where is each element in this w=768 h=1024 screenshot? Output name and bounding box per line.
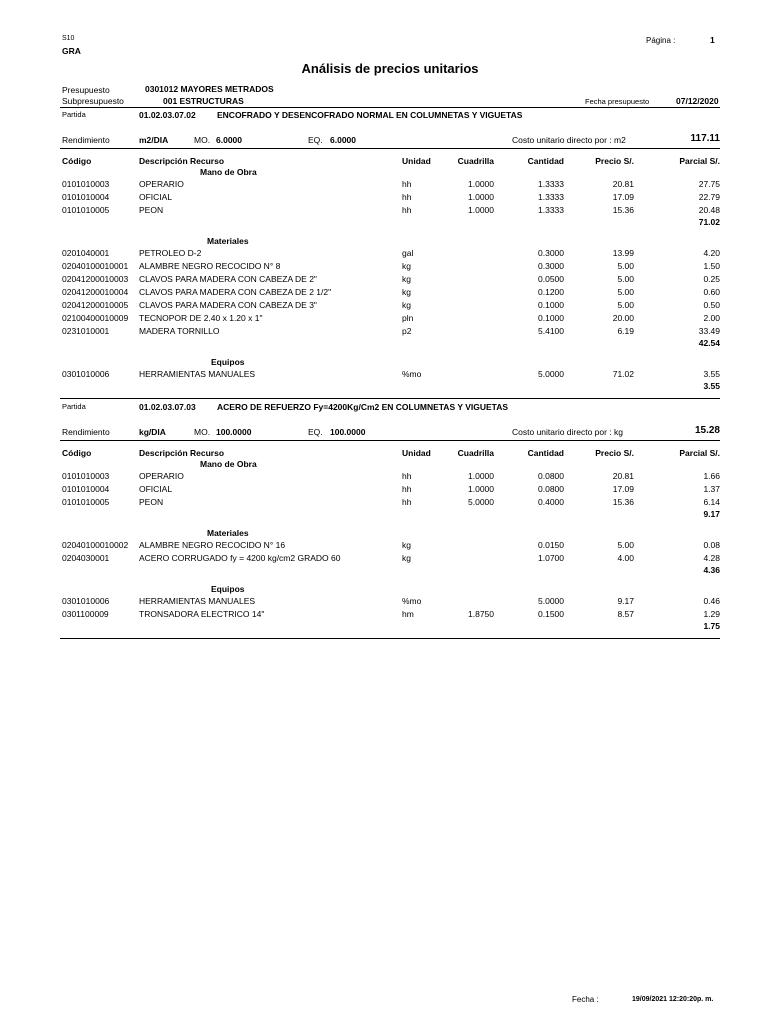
resource-cantidad: 0.1200 (538, 287, 564, 297)
presupuesto-value: 0301012 MAYORES METRADOS (145, 84, 274, 94)
resource-codigo: 0301010006 (62, 369, 110, 379)
subpresupuesto-label: Subpresupuesto (62, 96, 124, 106)
column-header-cuadrilla: Cuadrilla (457, 156, 494, 166)
resource-parcial: 0.60 (703, 287, 720, 297)
resource-unidad: hh (402, 205, 412, 215)
resource-description: ACERO CORRUGADO fy = 4200 kg/cm2 GRADO 60 (139, 553, 341, 563)
resource-unidad: hh (402, 471, 412, 481)
resource-parcial: 0.08 (703, 540, 720, 550)
column-header-unidad: Unidad (402, 156, 431, 166)
resource-cantidad: 5.0000 (538, 596, 564, 606)
eq-value: 100.0000 (330, 427, 366, 437)
resource-codigo: 0101010004 (62, 192, 110, 202)
resource-cantidad: 1.0700 (538, 553, 564, 563)
resource-parcial: 3.55 (703, 369, 720, 379)
resource-description: OPERARIO (139, 471, 184, 481)
resource-parcial: 0.25 (703, 274, 720, 284)
resource-parcial: 20.48 (698, 205, 720, 215)
resource-cuadrilla: 1.0000 (468, 471, 494, 481)
resource-cantidad: 0.3000 (538, 261, 564, 271)
resource-parcial: 33.49 (698, 326, 720, 336)
resource-codigo: 0231010001 (62, 326, 110, 336)
rendimiento-label: Rendimiento (62, 135, 110, 145)
resource-unidad: kg (402, 287, 411, 297)
resource-unidad: kg (402, 274, 411, 284)
resource-precio: 6.19 (617, 326, 634, 336)
partida-label: Partida (62, 402, 86, 411)
resource-precio: 17.09 (612, 192, 634, 202)
group-heading-materiales: Materiales (207, 528, 249, 538)
resource-description: PEON (139, 205, 164, 215)
column-header-descripcion: Descripción Recurso (139, 448, 225, 458)
resource-parcial: 27.75 (698, 179, 720, 189)
cost-value: 15.28 (694, 425, 720, 436)
resource-codigo: 02040100010002 (62, 540, 129, 550)
resource-codigo: 02100400010009 (62, 313, 129, 323)
resource-unidad: pln (402, 313, 414, 323)
resource-codigo: 0301100009 (62, 609, 109, 619)
page-number: 1 (710, 35, 715, 45)
resource-cantidad: 0.1500 (538, 609, 564, 619)
resource-precio: 20.81 (612, 471, 634, 481)
partida-code: 01.02.03.07.02 (139, 110, 196, 120)
resource-precio: 15.36 (612, 497, 634, 507)
resource-precio: 5.00 (617, 540, 634, 550)
resource-unidad: hm (402, 609, 414, 619)
resource-cantidad: 1.3333 (538, 205, 564, 215)
resource-cantidad: 0.4000 (538, 497, 564, 507)
resource-parcial: 2.00 (703, 313, 720, 323)
resource-cuadrilla: 1.0000 (468, 192, 494, 202)
resource-precio: 13.99 (612, 248, 634, 258)
resource-cuadrilla: 1.0000 (468, 179, 494, 189)
resource-precio: 5.00 (617, 300, 634, 310)
resource-description: MADERA TORNILLO (139, 326, 220, 336)
resource-unidad: hh (402, 192, 412, 202)
resource-description: ALAMBRE NEGRO RECOCIDO N° 8 (139, 261, 281, 271)
column-header-codigo: Código (62, 448, 92, 458)
mo-value: 100.0000 (216, 427, 252, 437)
resource-precio: 5.00 (617, 274, 634, 284)
resource-parcial: 6.14 (703, 497, 720, 507)
group-total-mano-de-obra: 9.17 (703, 509, 720, 519)
header-divider (60, 107, 720, 108)
section-divider (60, 148, 720, 149)
mo-value: 6.0000 (216, 135, 242, 145)
resource-unidad: kg (402, 300, 411, 310)
footer-fecha-label: Fecha : (572, 995, 599, 1004)
resource-unidad: %mo (402, 596, 422, 606)
column-header-parcial: Parcial S/. (679, 156, 720, 166)
footer-fecha-value: 19/09/2021 12:20:20p. m. (632, 996, 714, 1003)
resource-parcial: 1.37 (703, 484, 720, 494)
eq-label: EQ. (308, 135, 323, 145)
resource-codigo: 0101010005 (62, 205, 110, 215)
resource-description: CLAVOS PARA MADERA CON CABEZA DE 3" (139, 300, 317, 310)
resource-unidad: %mo (402, 369, 422, 379)
cost-label: Costo unitario directo por : kg (512, 427, 624, 437)
group-total-materiales: 42.54 (698, 338, 720, 348)
resource-description: TECNOPOR DE 2.40 x 1.20 x 1" (139, 313, 263, 323)
page-title: Análisis de precios unitarios (301, 61, 479, 76)
resource-parcial: 4.20 (703, 248, 720, 258)
company-code: GRA (62, 46, 81, 56)
group-heading-equipos: Equipos (211, 584, 245, 594)
resource-description: OPERARIO (139, 179, 184, 189)
resource-description: PETROLEO D-2 (139, 248, 202, 258)
resource-description: ALAMBRE NEGRO RECOCIDO N° 16 (139, 540, 286, 550)
resource-parcial: 1.29 (703, 609, 720, 619)
group-heading-equipos: Equipos (211, 357, 245, 367)
column-header-cantidad: Cantidad (527, 156, 564, 166)
resource-unidad: hh (402, 484, 412, 494)
resource-precio: 9.17 (617, 596, 634, 606)
resource-parcial: 4.28 (703, 553, 720, 563)
resource-cantidad: 1.3333 (538, 179, 564, 189)
group-total-equipos: 1.75 (703, 621, 720, 631)
resource-codigo: 02041200010005 (62, 300, 129, 310)
resource-cantidad: 5.0000 (538, 369, 564, 379)
resource-cuadrilla: 5.0000 (468, 497, 494, 507)
resource-unidad: p2 (402, 326, 412, 336)
resource-precio: 5.00 (617, 261, 634, 271)
cost-value: 117.11 (690, 133, 720, 144)
resource-codigo: 0201040001 (62, 248, 110, 258)
resource-precio: 17.09 (612, 484, 634, 494)
resource-cantidad: 5.4100 (538, 326, 564, 336)
resource-cuadrilla: 1.0000 (468, 205, 494, 215)
resource-cantidad: 0.3000 (538, 248, 564, 258)
subpresupuesto-value: 001 ESTRUCTURAS (163, 96, 244, 106)
resource-unidad: kg (402, 553, 411, 563)
column-header-cantidad: Cantidad (527, 448, 564, 458)
resource-parcial: 1.50 (703, 261, 720, 271)
resource-cantidad: 0.0800 (538, 484, 564, 494)
fecha-presupuesto-label: Fecha presupuesto (585, 97, 650, 106)
partida-description: ENCOFRADO Y DESENCOFRADO NORMAL EN COLUMNETAS Y VIGUETAS (217, 110, 523, 120)
system-code: S10 (62, 35, 75, 42)
resource-codigo: 0301010006 (62, 596, 110, 606)
resource-cantidad: 1.3333 (538, 192, 564, 202)
group-heading-mano-de-obra: Mano de Obra (200, 459, 257, 469)
resource-precio: 4.00 (617, 553, 634, 563)
resource-parcial: 1.66 (703, 471, 720, 481)
resource-cantidad: 0.0500 (538, 274, 564, 284)
resource-unidad: gal (402, 248, 414, 258)
resource-cantidad: 0.1000 (538, 313, 564, 323)
resource-codigo: 0101010003 (62, 179, 110, 189)
resource-unidad: kg (402, 261, 411, 271)
eq-label: EQ. (308, 427, 323, 437)
group-total-materiales: 4.36 (703, 565, 720, 575)
resource-parcial: 22.79 (698, 192, 720, 202)
group-heading-materiales: Materiales (207, 236, 249, 246)
resource-codigo: 02041200010003 (62, 274, 129, 284)
section-divider (60, 440, 720, 441)
resource-unidad: hh (402, 497, 412, 507)
column-header-precio: Precio S/. (595, 156, 634, 166)
partida-description: ACERO DE REFUERZO Fy=4200Kg/Cm2 EN COLUMNETAS Y VIGUETAS (217, 402, 509, 412)
resource-unidad: hh (402, 179, 412, 189)
resource-codigo: 0101010004 (62, 484, 110, 494)
resource-description: TRONSADORA ELECTRICO 14" (139, 609, 265, 619)
resource-description: HERRAMIENTAS MANUALES (139, 596, 256, 606)
resource-precio: 5.00 (617, 287, 634, 297)
partida-code: 01.02.03.07.03 (139, 402, 196, 412)
group-total-equipos: 3.55 (703, 381, 720, 391)
column-header-codigo: Código (62, 156, 92, 166)
resource-cantidad: 0.0150 (538, 540, 564, 550)
fecha-presupuesto-value: 07/12/2020 (676, 96, 719, 106)
rendimiento-unit: m2/DIA (139, 135, 169, 145)
resource-description: CLAVOS PARA MADERA CON CABEZA DE 2" (139, 274, 317, 284)
resource-parcial: 0.46 (703, 596, 720, 606)
column-header-descripcion: Descripción Recurso (139, 156, 225, 166)
resource-cuadrilla: 1.8750 (468, 609, 494, 619)
resource-description: OFICIAL (139, 192, 173, 202)
page-label: Página : (646, 36, 676, 45)
resource-codigo: 0204030001 (62, 553, 110, 563)
column-header-cuadrilla: Cuadrilla (457, 448, 494, 458)
resource-codigo: 02041200010004 (62, 287, 129, 297)
resource-codigo: 0101010003 (62, 471, 110, 481)
group-heading-mano-de-obra: Mano de Obra (200, 167, 257, 177)
partida-label: Partida (62, 110, 86, 119)
resource-unidad: kg (402, 540, 411, 550)
mo-label: MO. (194, 135, 211, 145)
resource-codigo: 0101010005 (62, 497, 110, 507)
presupuesto-label: Presupuesto (62, 85, 110, 95)
resource-description: HERRAMIENTAS MANUALES (139, 369, 256, 379)
column-header-parcial: Parcial S/. (679, 448, 720, 458)
resource-cuadrilla: 1.0000 (468, 484, 494, 494)
resource-description: PEON (139, 497, 164, 507)
resource-cantidad: 0.0800 (538, 471, 564, 481)
column-header-precio: Precio S/. (595, 448, 634, 458)
cost-label: Costo unitario directo por : m2 (512, 135, 626, 145)
eq-value: 6.0000 (330, 135, 356, 145)
resource-precio: 15.36 (612, 205, 634, 215)
section-end-divider (60, 638, 720, 639)
resource-description: OFICIAL (139, 484, 173, 494)
resource-precio: 71.02 (612, 369, 634, 379)
mo-label: MO. (194, 427, 211, 437)
group-total-mano-de-obra: 71.02 (698, 217, 720, 227)
resource-precio: 20.81 (612, 179, 634, 189)
resource-cantidad: 0.1000 (538, 300, 564, 310)
resource-precio: 20.00 (612, 313, 634, 323)
resource-description: CLAVOS PARA MADERA CON CABEZA DE 2 1/2" (139, 287, 332, 297)
rendimiento-unit: kg/DIA (139, 427, 166, 437)
section-end-divider (60, 398, 720, 399)
resource-parcial: 0.50 (703, 300, 720, 310)
resource-precio: 8.57 (617, 609, 634, 619)
resource-codigo: 02040100010001 (62, 261, 129, 271)
column-header-unidad: Unidad (402, 448, 431, 458)
rendimiento-label: Rendimiento (62, 427, 110, 437)
